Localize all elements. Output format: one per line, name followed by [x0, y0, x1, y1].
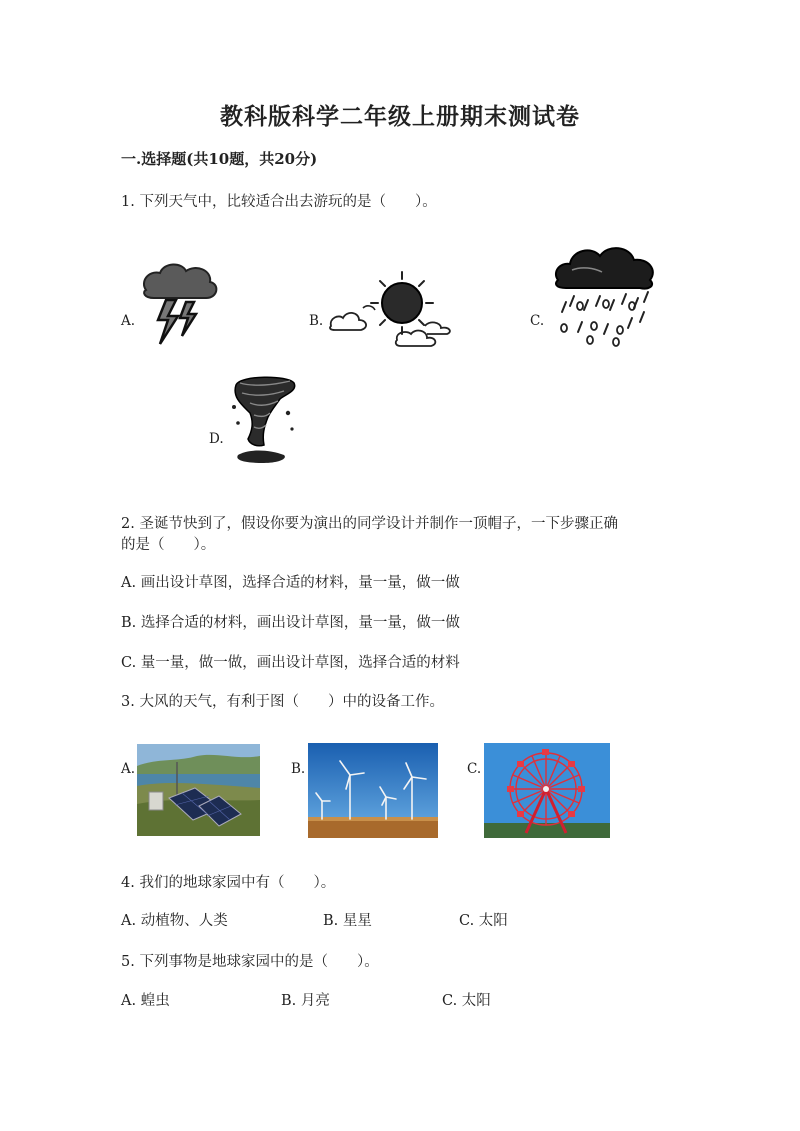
- q1-option-b-label[interactable]: B.: [309, 313, 324, 329]
- q3-option-b-label[interactable]: B.: [291, 761, 306, 777]
- q3-option-c-label[interactable]: C.: [467, 761, 482, 777]
- q3-option-a-label[interactable]: A.: [121, 761, 136, 777]
- q1-option-a-label[interactable]: A.: [121, 313, 136, 329]
- sunny-icon: [327, 268, 455, 348]
- ferris-wheel-photo: [484, 743, 610, 838]
- q2-option-b[interactable]: B. 选择合适的材料，画出设计草图，量一量，做一做: [121, 615, 460, 631]
- rain-icon: [552, 242, 660, 347]
- q1-option-d-label[interactable]: D.: [209, 431, 224, 447]
- tornado-icon: [228, 373, 300, 465]
- question-4-text: 4. 我们的地球家园中有（ ）。: [121, 875, 336, 891]
- q4-option-b[interactable]: B. 星星: [323, 913, 372, 929]
- question-5-text: 5. 下列事物是地球家园中的是（ ）。: [121, 954, 379, 970]
- solar-panel-photo: [137, 744, 260, 836]
- q2-option-c[interactable]: C. 量一量，做一做，画出设计草图，选择合适的材料: [121, 655, 460, 671]
- q5-option-c[interactable]: C. 太阳: [442, 993, 491, 1009]
- question-2-text-line1: 2. 圣诞节快到了，假设你要为演出的同学设计并制作一顶帽子，一下步骤正确: [121, 516, 618, 532]
- thunderstorm-icon: [138, 260, 223, 348]
- q4-option-c[interactable]: C. 太阳: [459, 913, 508, 929]
- question-3-text: 3. 大风的天气，有利于图（ ）中的设备工作。: [121, 694, 444, 710]
- question-2-text-line2: 的是（ ）。: [121, 537, 216, 553]
- q5-option-b[interactable]: B. 月亮: [281, 993, 330, 1009]
- question-1-text: 1. 下列天气中，比较适合出去游玩的是（ ）。: [121, 194, 437, 210]
- section-heading: 一.选择题(共10题，共20分): [121, 150, 318, 168]
- wind-turbine-photo: [308, 743, 438, 838]
- q1-option-c-label[interactable]: C.: [530, 313, 545, 329]
- page-title: 教科版科学二年级上册期末测试卷: [220, 103, 580, 130]
- q2-option-a[interactable]: A. 画出设计草图，选择合适的材料，量一量，做一做: [121, 575, 460, 591]
- q4-option-a[interactable]: A. 动植物、人类: [121, 913, 228, 929]
- q5-option-a[interactable]: A. 蝗虫: [121, 993, 170, 1009]
